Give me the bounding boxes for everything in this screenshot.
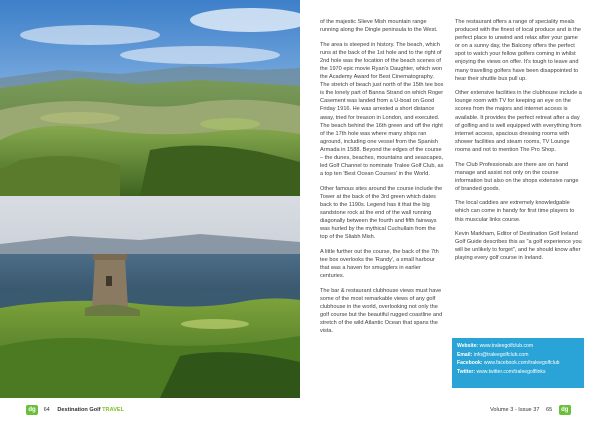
contact-facebook: Facebook: www.facebook.com/traleegolfclub <box>457 360 560 367</box>
paragraph: Kevin Markham, Editor of Destination Golf Ireland Golf Guide describes this as "a golf experience you will be unlikely to forget", and he should know after playing every golf course in Ireland. <box>455 231 582 262</box>
golf-course-photo <box>0 0 300 196</box>
paragraph: Other extensive facilities in the clubhouse include a lounge room with TV for keeping an eye on the scores from the majors and internet access is available. It provides the perfect retreat after a day of golfing and is well equipped with everything from internet access, spacious dressing rooms with shower facilities and steam rooms, TV Lounge rooms and not to mention The Pro Shop. <box>455 90 582 153</box>
paragraph: The local caddies are extremely knowledgable which can come in handy for first time players to this muscular links course. <box>455 200 575 223</box>
article-column-right <box>455 18 583 269</box>
paragraph: The restaurant offers a range of speciality meals produced with the finest of local produce and is the perfect place to unwind and relax after your game or on a sunny day, the Balcony offers the perfect spot to watch your fellow golfers coming in whilst enjoying the views on offer. It's tough to leave and many travelling golfers have been disappointed to hear their shuttle bus pull up. <box>455 19 581 82</box>
paragraph: The bar & restaurant clubhouse views must have some of the most remarkable views of any golf clubhouse in the world, overlooking not only the golf course but the beautiful rugged coastline and stretch of the wild Atlantic Ocean that spans the vista. <box>320 287 443 335</box>
contact-twitter: Twitter: www.twitter.com/traleegolflinks <box>457 368 546 375</box>
footer-left <box>26 404 124 416</box>
paragraph: A little further out the course, the back of the 7th tee box overlooks the 'Randy', a small harbour that was a haven for smugglers in earlier centuries. <box>320 248 439 280</box>
paragraph: of the majestic Slieve Mish mountain range running along the Dingle peninsula to the West. <box>320 19 438 34</box>
contact-website: Website: www.traleegolfclub.com <box>457 343 534 349</box>
magazine-name: Destination Golf <box>57 407 101 413</box>
dg-logo-icon: dg <box>559 405 571 415</box>
section-label: TRAVEL <box>102 407 125 413</box>
page-number-left: 64 <box>43 407 50 413</box>
article-column-left <box>320 18 444 342</box>
twitter-link[interactable]: www.twitter.com/traleegolflinks <box>476 368 546 375</box>
issue-label: Volume 3 - Issue 37 <box>490 407 540 413</box>
tower-coast-photo <box>0 196 300 398</box>
website-link[interactable]: www.traleegolfclub.com <box>479 343 534 349</box>
facebook-link[interactable]: www.facebook.com/traleegolfclub <box>483 360 560 367</box>
contact-email: Email: info@traleegolfclub.com <box>457 351 529 358</box>
paragraph: The area is steeped in history. The beach, which runs at the back of the 1st hole and to the right of 2nd hole was the location of the beach scenes of the 1970 epic movie Ryan's Daughter, which won the Academy Award for Best Cinematography. The stretch of beach just north of the 15th tee box is the lonely part of Banna Strand on which Roger Casement was landed from a U-boat on Good Friday 1916. He was arrested a short distance away, tried for treason in London, and executed. The beach behind the 16th green and off the right of the 17th hole was where many ships ran aground, including one vessel from the Spanish Armada in 1588. Beyond the edges of the course – the dunes, beaches, mountains and seascapes, led Golf Channel to nominate Tralee Golf Club, as a top ten 'Best Ocean Courses' in the World. <box>320 41 444 178</box>
email-link[interactable]: info@traleegolfclub.com <box>473 351 529 358</box>
dg-logo-icon: dg <box>26 405 38 415</box>
page-number-right: 65 <box>546 407 553 413</box>
paragraph: Other famous sites around the course include the Tower at the back of the 3rd green which dates back to the 1190s. Legend has it that the big sandstone rock at the end of the wall running diagonally between the fourth and fifth fairways was hurled by the mythical Cuchullain from the top of the Sliabh Mish. <box>320 185 443 241</box>
footer-right <box>490 404 571 416</box>
paragraph: The Club Professionals are there are on hand manage and assist not only on the course information but also on the shops extensive range of branded goods. <box>455 161 579 192</box>
contact-info-box <box>452 338 584 388</box>
